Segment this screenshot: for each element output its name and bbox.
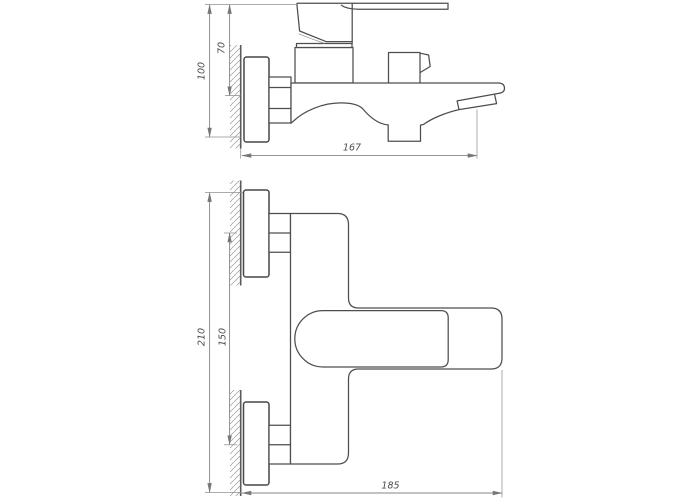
diverter-knob xyxy=(389,53,421,84)
plan-view-drawing xyxy=(197,181,503,498)
dim-label-100: 100 xyxy=(196,61,208,81)
lever-handle-bar xyxy=(297,3,448,9)
wall-hatching xyxy=(230,45,241,149)
wall-escutcheon-upper xyxy=(244,190,270,277)
side-view-drawing xyxy=(197,3,505,158)
dim-label-70: 70 xyxy=(216,41,228,55)
cartridge-body xyxy=(295,48,353,84)
dim-label-185: 185 xyxy=(381,480,400,492)
cartridge-ring xyxy=(297,44,353,48)
diverter-tab xyxy=(420,53,430,72)
wall-escutcheon xyxy=(244,57,269,142)
dim-label-150: 150 xyxy=(217,327,229,347)
wall-escutcheon-lower xyxy=(244,402,270,485)
lever-handle-plan xyxy=(295,311,448,367)
inlet-connector xyxy=(269,77,291,123)
handle-body xyxy=(297,3,352,43)
dim-label-210: 210 xyxy=(196,327,208,347)
wall-hatching-lower xyxy=(230,390,241,496)
body-spout-outline xyxy=(291,83,505,141)
dim-label-167: 167 xyxy=(342,142,362,154)
